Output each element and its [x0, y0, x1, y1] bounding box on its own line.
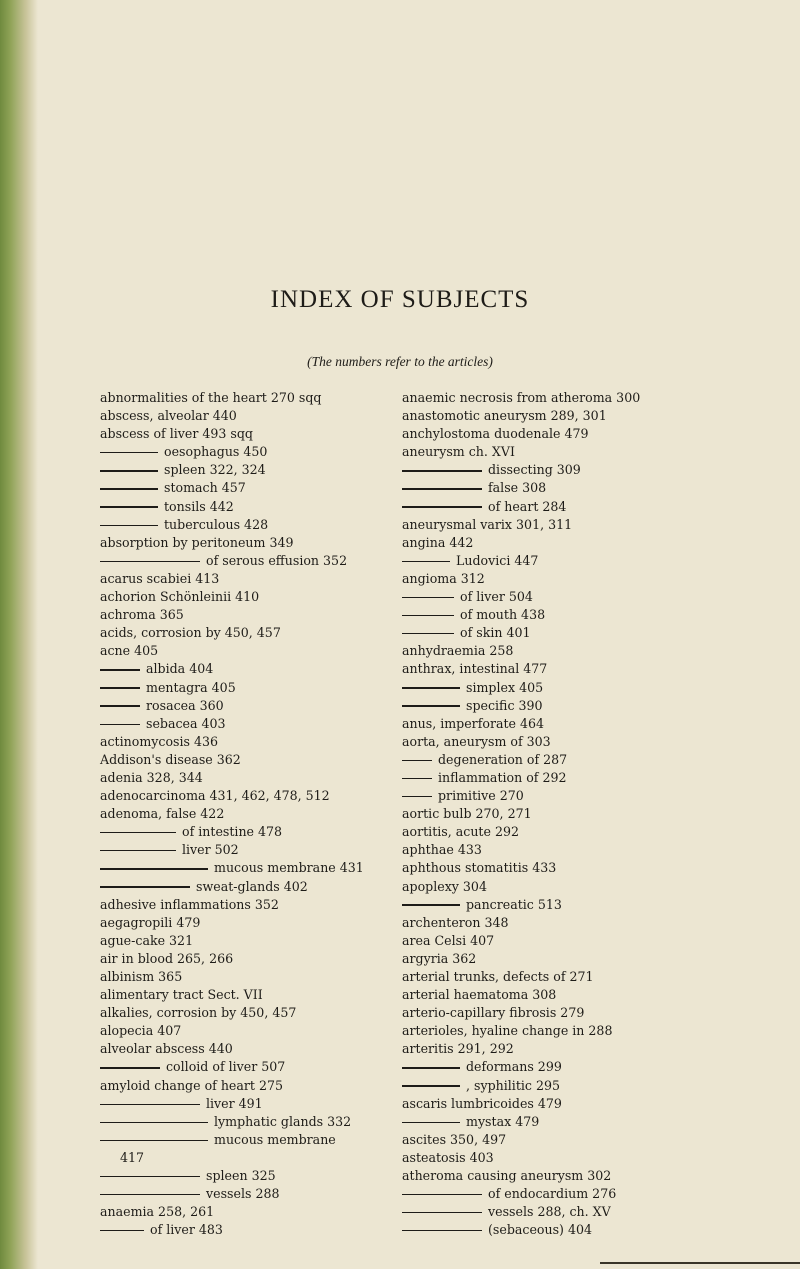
index-entry [402, 624, 732, 642]
index-entry-text: adenoma, false 422 [100, 806, 225, 822]
index-entry [100, 1149, 410, 1167]
index-entry [402, 1149, 732, 1167]
index-entry-text: aortic bulb 270, 271 [402, 806, 532, 822]
index-entry-text: asteatosis 403 [402, 1149, 494, 1165]
ditto-dash [402, 705, 460, 706]
index-entry-text: spleen 325 [206, 1168, 276, 1184]
index-entry [402, 1221, 732, 1239]
index-entry [100, 660, 410, 678]
index-entry [402, 896, 732, 914]
index-entry-text: sebacea 403 [146, 715, 226, 731]
index-entry-text: acne 405 [100, 643, 159, 659]
index-entry [100, 679, 410, 697]
ditto-dash [100, 1194, 200, 1195]
ditto-dash [402, 1085, 460, 1086]
index-entry-text: colloid of liver 507 [166, 1059, 286, 1075]
index-entry [100, 859, 410, 877]
index-entry [100, 878, 410, 896]
index-entry [100, 1058, 410, 1076]
page-subtitle: (The numbers refer to the articles) [307, 354, 493, 369]
index-entry-text: acarus scabiei 413 [100, 570, 220, 586]
index-entry [402, 751, 732, 769]
index-entry [402, 389, 732, 407]
index-entry [100, 479, 410, 497]
index-entry [402, 1058, 732, 1076]
index-entry [100, 570, 410, 588]
index-entry-text: abscess of liver 493 sqq [100, 426, 253, 442]
index-entry-text: sweat-glands 402 [196, 878, 308, 894]
index-entry-text: atheroma causing aneurysm 302 [402, 1168, 612, 1184]
index-entry-text: acids, corrosion by 450, 457 [100, 625, 281, 641]
index-entry-text: inflammation of 292 [438, 769, 567, 785]
index-entry [100, 1040, 410, 1058]
index-entry-text: alveolar abscess 440 [100, 1041, 233, 1057]
index-entry-text: adhesive inflammations 352 [100, 896, 279, 912]
index-entry [100, 443, 410, 461]
index-entry [100, 389, 410, 407]
index-entry [100, 1113, 410, 1131]
index-entry [100, 552, 410, 570]
index-entry-text: vessels 288, ch. XV [488, 1204, 611, 1220]
index-entry [100, 932, 410, 950]
index-entry [100, 1131, 410, 1149]
index-entry [402, 1203, 732, 1221]
index-entry-text: area Celsi 407 [402, 932, 495, 948]
index-entry [402, 1185, 732, 1203]
index-entry-text: ague-cake 321 [100, 932, 194, 948]
ditto-dash [402, 760, 432, 761]
index-column-left [100, 389, 410, 1239]
index-entry-text: ascaris lumbricoides 479 [402, 1095, 562, 1111]
index-entry [402, 914, 732, 932]
ditto-dash [100, 506, 158, 507]
index-entry-text: aneurysmal varix 301, 311 [402, 516, 573, 532]
index-entry-text: achroma 365 [100, 607, 184, 623]
index-entry-text: alimentary tract Sect. VII [100, 987, 263, 1003]
index-entry-text: aortitis, acute 292 [402, 824, 519, 840]
index-entry-text: achorion Schönleinii 410 [100, 589, 260, 605]
index-entry [402, 552, 732, 570]
index-entry [100, 950, 410, 968]
index-entry-text: abscess, alveolar 440 [100, 408, 237, 424]
index-entry-text: Ludovici 447 [456, 552, 539, 568]
index-entry [100, 1167, 410, 1185]
index-entry-text: air in blood 265, 266 [100, 950, 234, 966]
ditto-dash [402, 633, 454, 634]
index-entry-text: argyria 362 [402, 950, 477, 966]
index-entry [100, 642, 410, 660]
ditto-dash [402, 1067, 460, 1068]
index-entry-text: aegagropili 479 [100, 914, 201, 930]
index-entry-text: aphthous stomatitis 433 [402, 860, 557, 876]
index-entry [402, 1022, 732, 1040]
index-entry [100, 1004, 410, 1022]
index-entry-text: rosacea 360 [146, 697, 224, 713]
index-entry-text: specific 390 [466, 697, 543, 713]
index-entry-text: false 308 [488, 480, 547, 496]
ditto-dash [100, 1176, 200, 1177]
index-entry-text: of liver 504 [460, 589, 533, 605]
ditto-dash [100, 669, 140, 670]
index-entry [100, 733, 410, 751]
index-entry-text: oesophagus 450 [164, 444, 268, 460]
index-entry [402, 443, 732, 461]
ditto-dash [402, 506, 482, 507]
index-entry-text: alkalies, corrosion by 450, 457 [100, 1005, 297, 1021]
index-entry [402, 878, 732, 896]
ditto-dash [402, 615, 454, 616]
index-entry [100, 841, 410, 859]
index-entry [402, 1095, 732, 1113]
index-entry-text: alopecia 407 [100, 1023, 182, 1039]
index-entry-text: absorption by peritoneum 349 [100, 534, 294, 550]
index-entry [402, 642, 732, 660]
index-entry-text: ascites 350, 497 [402, 1131, 507, 1147]
index-entry [402, 1004, 732, 1022]
ditto-dash [100, 705, 140, 706]
page-edge-margin [0, 0, 38, 1269]
index-entry [100, 624, 410, 642]
ditto-dash [402, 1230, 482, 1231]
ditto-dash [100, 832, 176, 833]
ditto-dash [100, 1067, 160, 1068]
index-entry [402, 805, 732, 823]
ditto-dash [402, 1194, 482, 1195]
index-entry-text: apoplexy 304 [402, 878, 487, 894]
index-entry [100, 914, 410, 932]
ditto-dash [402, 904, 460, 905]
index-entry [402, 570, 732, 588]
index-entry [100, 1077, 410, 1095]
index-entry-text: tonsils 442 [164, 498, 234, 514]
index-entry [100, 896, 410, 914]
index-entry [100, 461, 410, 479]
index-entry-text: of heart 284 [488, 498, 567, 514]
index-entry [402, 986, 732, 1004]
index-entry-text: abnormalities of the heart 270 sqq [100, 390, 322, 405]
index-entry [402, 407, 732, 425]
index-entry [402, 733, 732, 751]
ditto-dash [100, 1230, 144, 1231]
index-entry [100, 1221, 410, 1239]
index-entry-text: arteritis 291, 292 [402, 1041, 514, 1057]
index-entry [100, 588, 410, 606]
index-entry [100, 425, 410, 443]
index-entry [402, 968, 732, 986]
page-bottom-rule [600, 1262, 800, 1264]
ditto-dash [402, 796, 432, 797]
index-entry [402, 588, 732, 606]
ditto-dash [100, 470, 158, 471]
index-entry [100, 606, 410, 624]
index-entry-text: mucous membrane 431 [214, 860, 364, 876]
index-entry-text: liver 491 [206, 1095, 263, 1111]
index-entry [402, 425, 732, 443]
index-entry [100, 516, 410, 534]
index-entry-text: aorta, aneurysm of 303 [402, 733, 551, 749]
ditto-dash [100, 886, 190, 887]
index-entry-text: arterioles, hyaline change in 288 [402, 1023, 613, 1039]
index-entry-text: stomach 457 [164, 480, 246, 496]
index-entry [100, 805, 410, 823]
index-entry-text: Addison's disease 362 [100, 751, 241, 767]
index-entry-text: of skin 401 [460, 625, 531, 641]
index-entry [100, 787, 410, 805]
index-entry-text: of endocardium 276 [488, 1186, 617, 1202]
index-entry [402, 1077, 732, 1095]
page-title: INDEX OF SUBJECTS [270, 286, 530, 313]
index-entry [100, 498, 410, 516]
index-entry-text: of serous effusion 352 [206, 552, 348, 568]
index-entry [402, 932, 732, 950]
index-entry [402, 516, 732, 534]
index-entry [402, 1131, 732, 1149]
index-entry [402, 1113, 732, 1131]
ditto-dash [100, 724, 140, 725]
index-entry-text: arterial haematoma 308 [402, 987, 557, 1003]
index-entry [100, 715, 410, 733]
ditto-dash [402, 470, 482, 471]
index-entry-text: of liver 483 [150, 1222, 223, 1238]
index-entry [100, 986, 410, 1004]
index-entry [100, 823, 410, 841]
index-entry [100, 697, 410, 715]
index-entry-text: degeneration of 287 [438, 751, 568, 767]
index-entry [402, 715, 732, 733]
index-entry-text: anaemic necrosis from atheroma 300 [402, 390, 641, 405]
index-entry-text: albida 404 [146, 661, 214, 677]
index-entry [402, 679, 732, 697]
ditto-dash [100, 452, 158, 453]
index-entry [100, 769, 410, 787]
index-entry [402, 823, 732, 841]
index-entry [100, 407, 410, 425]
ditto-dash [100, 1122, 208, 1123]
index-entry [100, 968, 410, 986]
index-entry [402, 1167, 732, 1185]
index-entry-text: angioma 312 [402, 570, 485, 586]
index-entry-text: vessels 288 [206, 1186, 280, 1202]
index-entry-text: amyloid change of heart 275 [100, 1077, 284, 1093]
index-entry-text: anthrax, intestinal 477 [402, 661, 548, 677]
index-entry-text: of intestine 478 [182, 824, 283, 840]
index-entry [100, 1203, 410, 1221]
index-entry [402, 498, 732, 516]
ditto-dash [100, 1140, 208, 1141]
index-entry-text: lymphatic glands 332 [214, 1113, 352, 1129]
index-entry-text: 417 [120, 1149, 145, 1165]
index-entry-text: archenteron 348 [402, 914, 509, 930]
index-entry [402, 534, 732, 552]
index-entry [402, 841, 732, 859]
index-entry-text: deformans 299 [466, 1059, 562, 1075]
index-entry-text: (sebaceous) 404 [488, 1222, 593, 1238]
index-entry-text: mystax 479 [466, 1113, 540, 1129]
ditto-dash [402, 561, 450, 562]
index-entry-text: spleen 322, 324 [164, 462, 266, 478]
index-entry-text: mucous membrane [214, 1131, 336, 1147]
index-entry-text: arterial trunks, defects of 271 [402, 969, 594, 984]
index-entry [402, 606, 732, 624]
index-entry [100, 751, 410, 769]
index-entry-text: dissecting 309 [488, 462, 581, 478]
index-entry [402, 461, 732, 479]
index-entry-text: actinomycosis 436 [100, 733, 219, 749]
index-entry-text: anastomotic aneurysm 289, 301 [402, 408, 607, 424]
index-entry-text: adenocarcinoma 431, 462, 478, 512 [100, 788, 330, 804]
ditto-dash [402, 778, 432, 779]
index-entry [100, 1095, 410, 1113]
index-entry-text: anhydraemia 258 [402, 643, 514, 659]
index-entry-text: anus, imperforate 464 [402, 715, 545, 731]
ditto-dash [402, 1212, 482, 1213]
index-entry [402, 769, 732, 787]
index-entry [402, 787, 732, 805]
index-entry [402, 479, 732, 497]
index-entry-text: simplex 405 [466, 679, 544, 695]
index-entry [100, 534, 410, 552]
ditto-dash [100, 850, 176, 851]
ditto-dash [100, 525, 158, 526]
ditto-dash [402, 687, 460, 688]
index-entry-text: aphthae 433 [402, 842, 482, 858]
index-entry [402, 660, 732, 678]
index-entry [100, 1185, 410, 1203]
index-entry-text: liver 502 [182, 842, 239, 858]
index-entry-text: anaemia 258, 261 [100, 1204, 215, 1220]
index-entry [402, 859, 732, 877]
ditto-dash [402, 488, 482, 489]
index-column-right [402, 389, 732, 1239]
index-entry-text: anchylostoma duodenale 479 [402, 426, 589, 442]
index-entry [402, 697, 732, 715]
index-entry-text: aneurysm ch. XVI [402, 444, 515, 460]
ditto-dash [100, 687, 140, 688]
index-entry-text: arterio-capillary fibrosis 279 [402, 1005, 585, 1021]
index-entry [402, 1040, 732, 1058]
ditto-dash [100, 1104, 200, 1105]
index-entry-text: of mouth 438 [460, 607, 546, 623]
index-entry [100, 1022, 410, 1040]
index-entry-text: angina 442 [402, 534, 474, 550]
index-entry-text: primitive 270 [438, 788, 524, 804]
ditto-dash [402, 1122, 460, 1123]
index-entry-text: adenia 328, 344 [100, 769, 203, 785]
ditto-dash [402, 597, 454, 598]
index-entry-text: albinism 365 [100, 969, 183, 984]
ditto-dash [100, 488, 158, 489]
index-entry [402, 950, 732, 968]
index-entry-text: , syphilitic 295 [466, 1077, 561, 1093]
index-entry-text: tuberculous 428 [164, 516, 269, 532]
ditto-dash [100, 868, 208, 869]
index-entry-text: pancreatic 513 [466, 896, 562, 912]
ditto-dash [100, 561, 200, 562]
index-entry-text: mentagra 405 [146, 679, 236, 695]
